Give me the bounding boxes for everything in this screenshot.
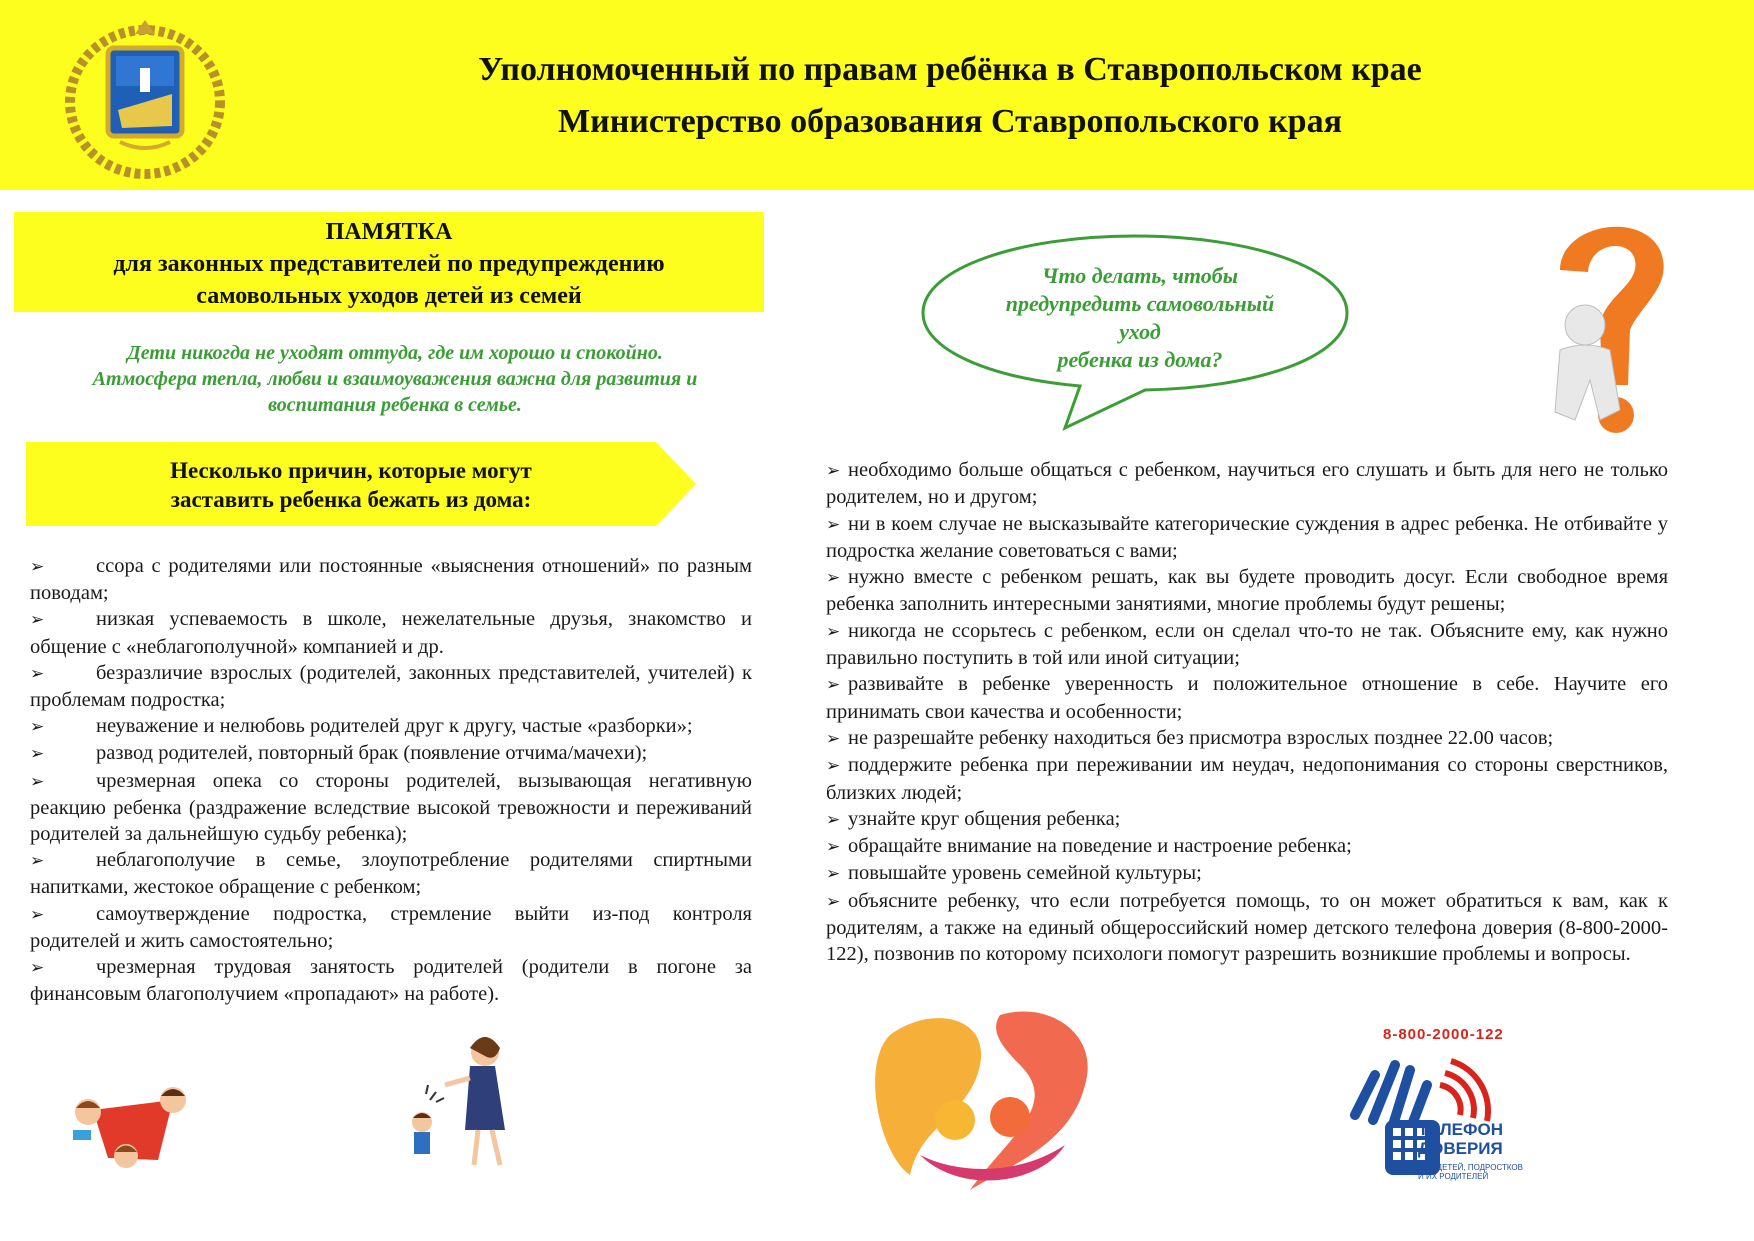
advice-text: необходимо больше общаться с ребенком, научиться его слушать и быть для него не только родителем, но и другом; bbox=[826, 459, 1668, 509]
arrow-bullet-icon: ➢ bbox=[826, 756, 841, 776]
arrow-bullet-icon: ➢ bbox=[826, 621, 841, 641]
arrow-bullet-icon: ➢ bbox=[826, 837, 841, 857]
advice-text: нужно вместе с ребенком решать, как вы будете проводить досуг. Если свободное время ребенка заполнить интересными занятиями, многие проблемы будут решены; bbox=[826, 566, 1668, 616]
hotline-subtitle: ДЛЯ ДЕТЕЙ, ПОДРОСТКОВ И ИХ РОДИТЕЛЕЙ bbox=[1418, 1163, 1523, 1181]
arrow-bullet-icon: ➢ bbox=[826, 864, 841, 884]
reasons-list bbox=[30, 553, 752, 1007]
arrow-bullet-icon: ➢ bbox=[30, 663, 45, 683]
arrow-bullet-icon: ➢ bbox=[30, 851, 45, 871]
list-item bbox=[30, 606, 752, 659]
arrow-bullet-icon: ➢ bbox=[30, 771, 45, 791]
list-item bbox=[826, 564, 1668, 618]
reason-text: низкая успеваемость в школе, нежелательные друзья, знакомство и общение с «неблагополучной» компанией и др. bbox=[30, 608, 752, 658]
pamyatka-box bbox=[14, 212, 764, 312]
advice-text: ни в коем случае не высказывайте категорические суждения в адрес ребенка. Не отбивайте у подростка желание советоваться с вами; bbox=[826, 512, 1668, 562]
pamyatka-title: ПАМЯТКА bbox=[325, 219, 453, 245]
hotline-title bbox=[1418, 1120, 1503, 1158]
reason-text: чрезмерная трудовая занятость родителей (родители в погоне за финансовым благополучием «пропадают» на работе). bbox=[30, 956, 752, 1006]
arrow-bullet-icon: ➢ bbox=[30, 557, 45, 576]
reasons-banner bbox=[26, 442, 696, 526]
advice-text: не разрешайте ребенку находиться без присмотра взрослых позднее 22.00 часов; bbox=[848, 726, 1554, 749]
arrow-bullet-icon: ➢ bbox=[826, 728, 841, 748]
bubble-line-3: ребенка из дома? bbox=[1057, 347, 1223, 372]
reason-text: чрезмерная опека со стороны родителей, вызывающая негативную реакцию ребенка (раздражение вследствие высокой тревожности и переживаний родителей за дальнейшую судьбу ребенка); bbox=[30, 769, 752, 846]
bubble-line-1: Что делать, чтобы bbox=[1042, 263, 1238, 288]
bubble-question bbox=[990, 262, 1290, 374]
pamyatka-subtitle-line-2: самовольных уходов детей из семей bbox=[196, 283, 582, 309]
intro-line-1: Дети никогда не уходят оттуда, где им хорошо и спокойно. bbox=[127, 342, 663, 364]
arrow-bullet-icon: ➢ bbox=[826, 568, 841, 588]
list-item bbox=[826, 511, 1668, 565]
reasons-title bbox=[26, 456, 676, 514]
reason-text: развод родителей, повторный брак (появление отчима/мачехи); bbox=[96, 742, 648, 765]
pamyatka-subtitle-line-1: для законных представителей по предупреждению bbox=[113, 251, 665, 277]
children-group-illustration-icon bbox=[68, 1070, 198, 1170]
arrow-bullet-icon: ➢ bbox=[30, 958, 45, 978]
advice-text: повышайте уровень семейной культуры; bbox=[848, 862, 1202, 885]
list-item bbox=[30, 660, 752, 713]
list-item bbox=[826, 725, 1668, 752]
list-item bbox=[826, 888, 1668, 968]
header-band bbox=[0, 0, 1754, 190]
list-item bbox=[826, 752, 1668, 806]
list-item bbox=[826, 618, 1668, 672]
arrow-bullet-icon: ➢ bbox=[826, 809, 841, 829]
advice-text: развивайте в ребенке уверенность и положительное отношение в себе. Научите его принимать свои качества и особенности; bbox=[826, 673, 1668, 723]
arrow-bullet-icon: ➢ bbox=[30, 610, 45, 630]
advice-list bbox=[826, 457, 1668, 968]
arrow-bullet-icon: ➢ bbox=[30, 717, 45, 737]
list-item bbox=[30, 553, 752, 606]
arrow-bullet-icon: ➢ bbox=[826, 891, 841, 911]
arrow-bullet-icon: ➢ bbox=[30, 904, 45, 924]
list-item bbox=[30, 954, 752, 1007]
intro-text bbox=[30, 340, 760, 418]
arrow-bullet-icon: ➢ bbox=[826, 675, 841, 695]
list-item bbox=[30, 847, 752, 900]
parent-scolding-child-illustration-icon bbox=[400, 1030, 530, 1170]
hotline-title-line-1: ТЕЛЕФОН bbox=[1418, 1120, 1503, 1139]
question-mark-figure-icon bbox=[1530, 210, 1680, 440]
list-item bbox=[826, 860, 1668, 887]
reason-text: самоутверждение подростка, стремление выйти из-под контроля родителей и жить самостоятельно; bbox=[30, 902, 752, 952]
intro-line-3: воспитания ребенка в семье. bbox=[268, 394, 522, 416]
reason-text: неблагополучие в семье, злоупотребление родителями спиртными напитками, жестокое обращение с ребенком; bbox=[30, 849, 752, 899]
coat-of-arms-icon bbox=[60, 10, 230, 180]
family-embrace-logo-icon bbox=[850, 1005, 1125, 1195]
reasons-title-line-2: заставить ребенка бежать из дома: bbox=[170, 487, 532, 512]
arrow-bullet-icon: ➢ bbox=[826, 514, 841, 534]
reasons-title-line-1: Несколько причин, которые могут bbox=[170, 458, 532, 483]
advice-text: поддержите ребенка при переживании им неудач, недопонимания со стороны сверстников, близких людей; bbox=[826, 754, 1668, 804]
list-item bbox=[826, 671, 1668, 725]
list-item bbox=[30, 901, 752, 954]
hotline-number: 8-800-2000-122 bbox=[1383, 1026, 1504, 1043]
list-item bbox=[826, 457, 1668, 511]
advice-text: узнайте круг общения ребенка; bbox=[848, 807, 1121, 830]
reason-text: ссора с родителями или постоянные «выяснения отношений» по разным поводам; bbox=[30, 555, 752, 605]
list-item bbox=[30, 768, 752, 848]
advice-text: объясните ребенку, что если потребуется помощь, то он может обратиться к вам, как к родителям, а также на единый общероссийский номер детского телефона доверия (8-800-2000-122), позвонив по которому психологи помогут разрешить возникшие проблемы и вопросы. bbox=[826, 889, 1668, 966]
header-title bbox=[300, 44, 1600, 148]
list-item bbox=[30, 740, 752, 767]
hotline-title-line-2: ДОВЕРИЯ bbox=[1418, 1139, 1503, 1158]
list-item bbox=[826, 833, 1668, 860]
header-line-ministry: Министерство образования Ставропольского края bbox=[558, 103, 1342, 140]
list-item bbox=[826, 806, 1668, 833]
advice-text: никогда не ссорьтесь с ребенком, если он сделал что-то не так. Объясните ему, как нужно правильно поступить в той или иной ситуации; bbox=[826, 619, 1668, 670]
reason-text: безразличие взрослых (родителей, законных представителей, учителей) к проблемам подростка; bbox=[30, 661, 752, 712]
advice-text: обращайте внимание на поведение и настроение ребенка; bbox=[848, 835, 1352, 858]
arrow-bullet-icon: ➢ bbox=[30, 744, 45, 764]
list-item bbox=[30, 713, 752, 740]
intro-line-2: Атмосфера тепла, любви и взаимоуважения важна для развития и bbox=[92, 368, 698, 390]
header-line-commissioner: Уполномоченный по правам ребёнка в Ставропольском крае bbox=[478, 51, 1422, 88]
arrow-bullet-icon: ➢ bbox=[826, 461, 841, 480]
bubble-line-2: предупредить самовольный уход bbox=[1005, 291, 1275, 344]
reason-text: неуважение и нелюбовь родителей друг к другу, частые «разборки»; bbox=[96, 715, 693, 738]
